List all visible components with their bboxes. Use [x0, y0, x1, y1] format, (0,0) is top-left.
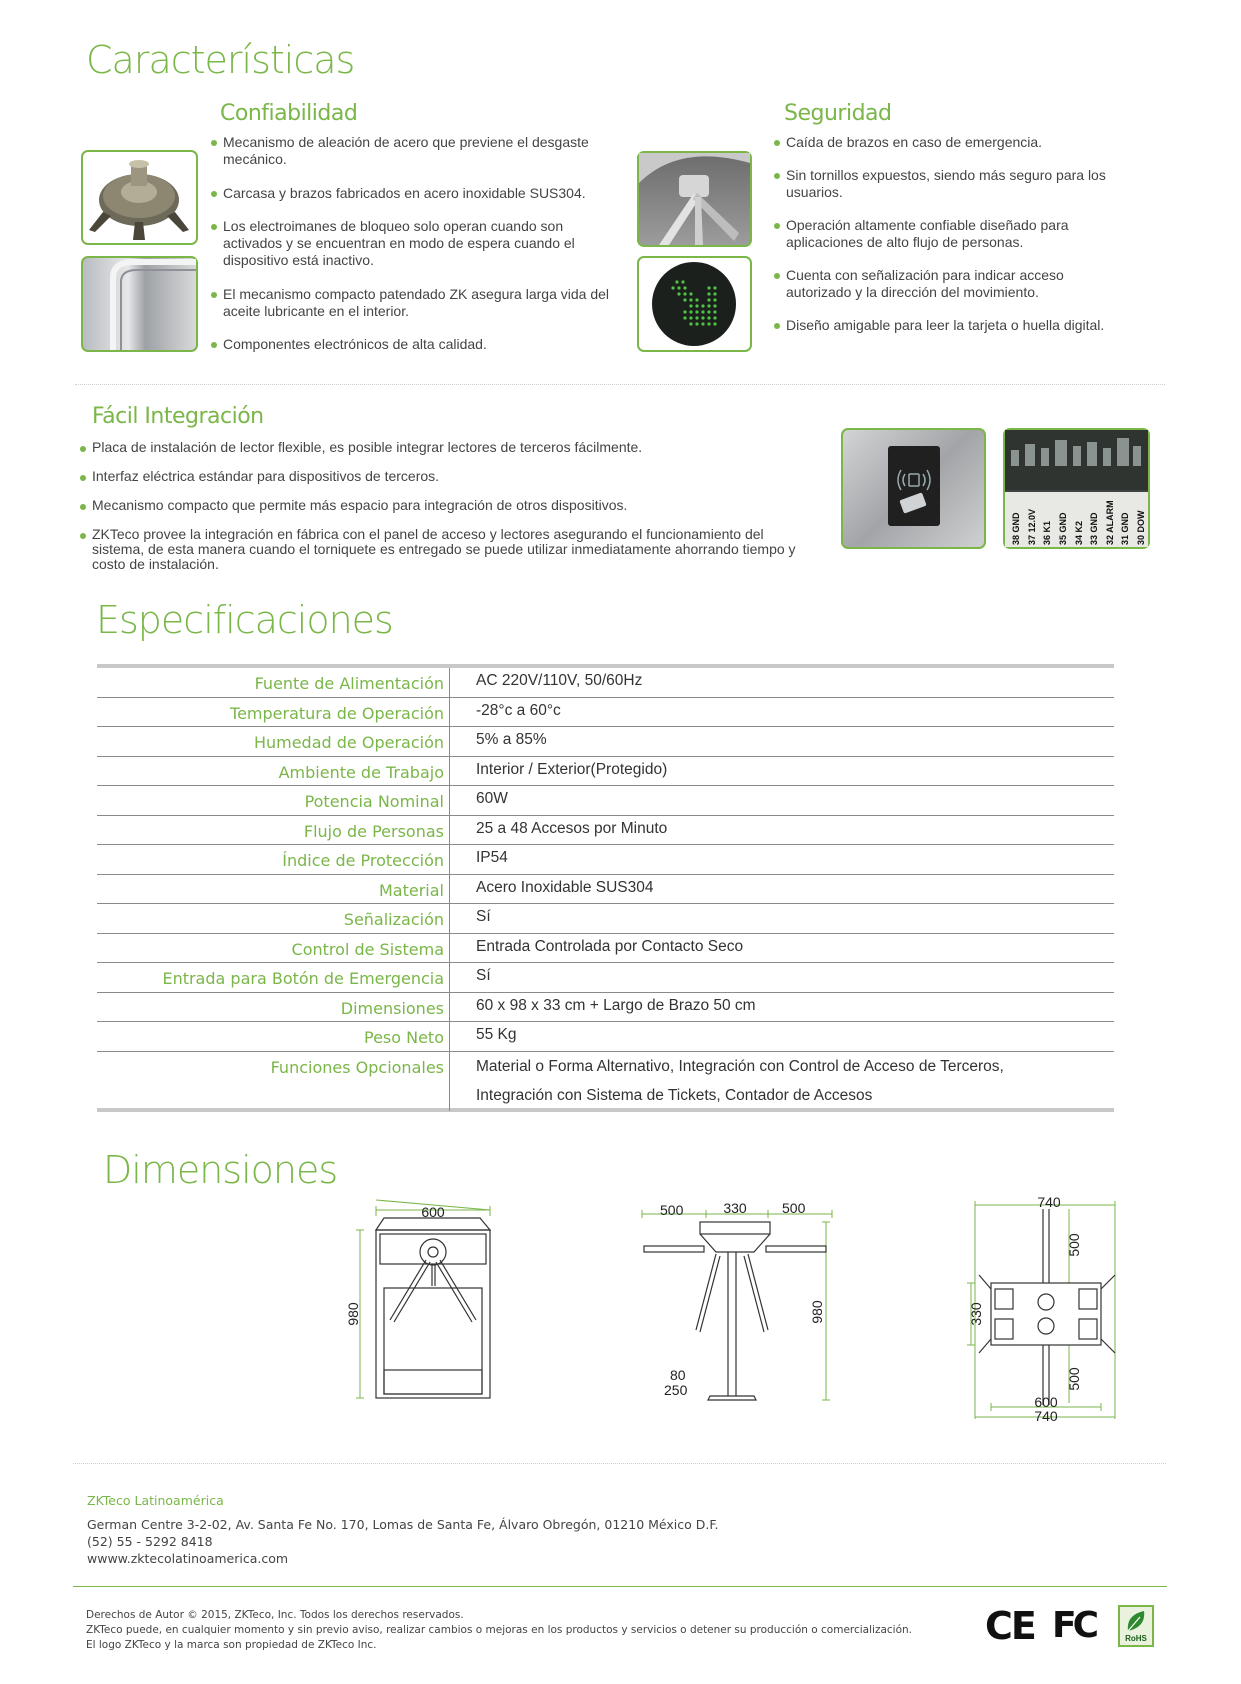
- mechanism-photo: [81, 150, 198, 245]
- spec-value: 25 a 48 Accesos por Minuto: [476, 819, 668, 837]
- list-item: Placa de instalación de lector flexible, es posible integrar lectores de terceros fácilmente.: [80, 440, 805, 455]
- table-row: [97, 963, 1114, 993]
- list-item: Interfaz eléctrica estándar para dispositivos de terceros.: [80, 469, 805, 484]
- list-item: ZKTeco provee la integración en fábrica con el panel de acceso y lectores asegurando el funcionamiento del sistema, de esta manera cuando el torniquete es entregado se puede utilizar inmediatamente ahorrando tiempo y costo de instalación.: [80, 527, 805, 572]
- terminal-label: 34 K2: [1073, 520, 1084, 545]
- table-row: [97, 875, 1114, 905]
- specs-table: [97, 664, 1114, 1112]
- spec-value: 55 Kg: [476, 1026, 517, 1043]
- terminal-label: 35 GND: [1057, 512, 1068, 545]
- spec-value: [476, 1052, 1004, 1110]
- terminal-board-photo: [1003, 428, 1150, 549]
- spec-value: 60W: [476, 790, 508, 807]
- spec-label: Humedad de Operación: [253, 733, 444, 752]
- seguridad-list: [774, 134, 1129, 334]
- table-row: [97, 845, 1114, 875]
- legal-copyright: Derechos de Autor © 2015, ZKTeco, Inc. Todos los derechos reservados.: [86, 1609, 464, 1621]
- terminal-label: 37 12.0V: [1026, 508, 1037, 545]
- rohs-badge-icon: [1118, 1605, 1154, 1647]
- spec-value: Entrada Controlada por Contacto Seco: [476, 937, 744, 955]
- spec-value-line: Material o Forma Alternativo, Integración con Control de Acceso de Terceros,: [476, 1057, 1004, 1075]
- confiabilidad-list: [211, 134, 611, 353]
- table-row: [97, 668, 1114, 698]
- list-item: Componentes electrónicos de alta calidad.: [211, 336, 611, 353]
- spec-label: Entrada para Botón de Emergencia: [162, 969, 444, 988]
- spec-label: Potencia Nominal: [304, 792, 444, 811]
- spec-label: Índice de Protección: [282, 851, 444, 870]
- arm-photo: [637, 151, 752, 247]
- footer-address: German Centre 3-2-02, Av. Santa Fe No. 170, Lomas de Santa Fe, Álvaro Obregón, 01210 México D.F.: [87, 1517, 719, 1532]
- spec-value: 5% a 85%: [476, 731, 547, 748]
- spec-label: Funciones Opcionales: [270, 1057, 444, 1077]
- spec-value: IP54: [476, 849, 508, 866]
- list-item: Carcasa y brazos fabricados en acero inoxidable SUS304.: [211, 185, 611, 202]
- table-row: [97, 934, 1114, 964]
- front-view-drawing: [345, 1200, 550, 1430]
- spec-value: AC 220V/110V, 50/60Hz: [476, 672, 643, 689]
- dim-side-base: 250: [664, 1382, 688, 1398]
- footer-rule: [73, 1586, 1167, 1587]
- spec-label: Peso Neto: [363, 1028, 444, 1047]
- dim-top-depth: 330: [968, 1302, 984, 1326]
- table-row: [97, 757, 1114, 787]
- table-row: [97, 786, 1114, 816]
- table-row: [97, 727, 1114, 757]
- list-item: Mecanismo compacto que permite más espacio para integración de otros dispositivos.: [80, 498, 805, 513]
- dim-side-body: 330: [723, 1200, 747, 1216]
- footer-phone: (52) 55 - 5292 8418: [87, 1534, 213, 1549]
- section-title-dimensiones: Dimensiones: [103, 1148, 338, 1192]
- rohs-label: RoHS: [1125, 1634, 1147, 1643]
- divider: [73, 1463, 1166, 1464]
- led-indicator-photo: [637, 256, 752, 352]
- spec-value: Sí: [476, 908, 491, 925]
- table-row: [97, 1052, 1114, 1108]
- terminal-label: 38 GND: [1011, 512, 1021, 545]
- housing-photo: [81, 256, 198, 352]
- divider: [75, 384, 1165, 385]
- footer-company: ZKTeco Latinoamérica: [87, 1493, 224, 1508]
- spec-label: Ambiente de Trabajo: [278, 762, 444, 782]
- spec-value-line: Integración con Sistema de Tickets, Contador de Accesos: [476, 1086, 873, 1104]
- list-item: Cuenta con señalización para indicar acceso autorizado y la dirección del movimiento.: [774, 267, 1129, 301]
- spec-label: Temperatura de Operación: [230, 703, 444, 723]
- terminal-label: 31 GND: [1120, 512, 1131, 545]
- terminal-labels: [1009, 490, 1148, 545]
- dim-top-total-bottom: 740: [1034, 1408, 1058, 1424]
- terminal-label: 30 DOW: [1136, 510, 1146, 545]
- spec-value: Acero Inoxidable SUS304: [476, 878, 654, 896]
- list-item: Sin tornillos expuestos, siendo más seguro para los usuarios.: [774, 167, 1129, 201]
- top-view-drawing: [965, 1195, 1155, 1425]
- spec-label: Control de Sistema: [291, 939, 444, 959]
- card-reader-photo: [841, 428, 986, 549]
- spec-value: 60 x 98 x 33 cm + Largo de Brazo 50 cm: [476, 996, 756, 1014]
- list-item: Diseño amigable para leer la tarjeta o huella digital.: [774, 317, 1129, 334]
- list-item: Mecanismo de aleación de acero que previene el desgaste mecánico.: [211, 134, 611, 168]
- table-row: [97, 1022, 1114, 1052]
- footer-web: wwww.zktecolatinoamerica.com: [87, 1551, 289, 1566]
- dim-side-arm-right: 500: [782, 1200, 806, 1216]
- spec-label: Señalización: [343, 910, 444, 929]
- spec-label: Dimensiones: [340, 998, 444, 1018]
- dim-top-body-width: 600: [1034, 1394, 1058, 1410]
- table-row: [97, 698, 1114, 728]
- list-item: Caída de brazos en caso de emergencia.: [774, 134, 1129, 151]
- side-view-drawing: [640, 1200, 840, 1430]
- dim-top-arm-bottom: 500: [1066, 1367, 1082, 1391]
- subtitle-integracion: Fácil Integración: [92, 404, 264, 429]
- dim-side-arm-left: 500: [660, 1202, 684, 1218]
- terminal-label: 32 ALARM: [1104, 500, 1115, 545]
- fcc-mark-icon: FC: [1052, 1605, 1096, 1646]
- table-row: [97, 816, 1114, 846]
- legal-disclaimer: ZKTeco puede, en cualquier momento y sin previo aviso, realizar cambios o mejoras en los productos y servicios o detener su producción o comercialización.: [86, 1624, 912, 1636]
- section-title-caracteristicas: Características: [86, 38, 355, 82]
- spec-value: Sí: [476, 967, 491, 984]
- spec-value: Interior / Exterior(Protegido): [476, 760, 668, 778]
- legal-trademark: El logo ZKTeco y la marca son propiedad de ZKTeco Inc.: [86, 1639, 377, 1651]
- list-item: El mecanismo compacto patendado ZK asegura larga vida del aceite lubricante en el interior.: [211, 286, 611, 320]
- dim-top-total-top: 740: [1037, 1194, 1061, 1210]
- spec-label: Material: [379, 880, 444, 900]
- terminal-label: 36 K1: [1042, 520, 1053, 545]
- dim-side-post: 80: [670, 1367, 686, 1383]
- dim-front-height: 980: [345, 1302, 361, 1326]
- integracion-list: [80, 440, 805, 572]
- table-row: [97, 904, 1114, 934]
- dim-side-height: 980: [809, 1300, 825, 1324]
- list-item: Los electroimanes de bloqueo solo operan cuando son activados y se encuentran en modo de espera cuando el dispositivo está inactivo.: [211, 218, 611, 269]
- spec-value: -28°c a 60°c: [476, 701, 561, 719]
- spec-label: Fuente de Alimentación: [254, 674, 444, 693]
- subtitle-confiabilidad: Confiabilidad: [220, 101, 358, 126]
- subtitle-seguridad: Seguridad: [784, 101, 892, 126]
- ce-mark-icon: CE: [985, 1604, 1035, 1648]
- dim-top-arm-top: 500: [1066, 1233, 1082, 1257]
- dim-front-width: 600: [421, 1204, 445, 1220]
- terminal-label: 33 GND: [1089, 512, 1100, 545]
- list-item: Operación altamente confiable diseñado para aplicaciones de alto flujo de personas.: [774, 217, 1129, 251]
- section-title-especificaciones: Especificaciones: [96, 598, 393, 642]
- table-row: [97, 993, 1114, 1023]
- spec-label: Flujo de Personas: [303, 821, 444, 841]
